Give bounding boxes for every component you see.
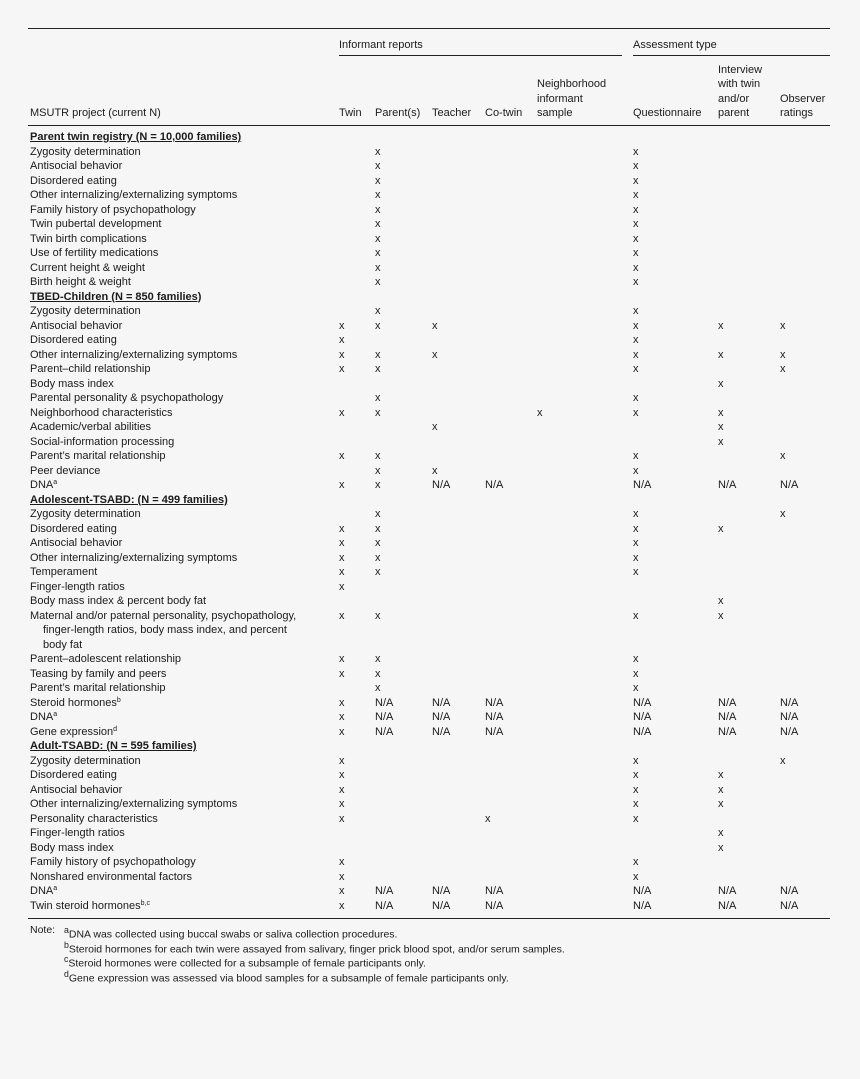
row-label-text: Zygosity determination: [30, 508, 141, 520]
section-heading: Parent twin registry (N = 10,000 families): [30, 131, 242, 143]
row-label: [30, 159, 122, 174]
cell-twin: x: [339, 812, 345, 825]
row-label-text: Parent–adolescent relationship: [30, 653, 182, 665]
cell-quest: x: [633, 769, 639, 781]
row-label: [30, 826, 125, 841]
row-label: [30, 507, 141, 522]
cell-observer: x: [780, 450, 786, 462]
footnote-marker: b: [116, 696, 121, 704]
cell-observer: x: [780, 348, 786, 361]
row-label: [30, 899, 150, 914]
cell-parent: x: [375, 261, 381, 274]
column-header-neigh: informant: [537, 92, 583, 105]
row-label: [30, 333, 117, 348]
column-header-quest: Questionnaire: [633, 107, 702, 119]
cell-cotwin: N/A: [485, 725, 504, 738]
row-label: [30, 812, 158, 827]
row-label-text: Parent’s marital relationship: [30, 450, 166, 462]
group-header-assessment: Assessment type: [633, 39, 717, 51]
footnote-marker: a: [53, 711, 58, 718]
row-label: [30, 565, 97, 580]
cell-parent: x: [375, 145, 381, 158]
row-label-text: Peer deviance: [30, 464, 101, 477]
footnote-marker: d: [113, 725, 118, 733]
row-label-text: Parent–child relationship: [30, 363, 151, 375]
row-label-continuation: finger-length ratios, body mass index, and percent: [43, 624, 287, 636]
group-header-informant: Informant reports: [339, 39, 423, 51]
cell-quest: x: [633, 682, 639, 694]
row-label: [30, 855, 196, 870]
cell-interview: x: [718, 798, 724, 810]
bottom-rule: [28, 918, 830, 919]
row-label-text: Antisocial behavior: [30, 160, 123, 172]
cell-twin: x: [339, 348, 345, 361]
cell-quest: x: [633, 566, 639, 578]
cell-quest: x: [633, 653, 639, 665]
row-label-text: Disordered eating: [30, 174, 117, 187]
cell-interview: N/A: [718, 899, 737, 912]
cell-cotwin: N/A: [485, 696, 504, 709]
footnote-marker: a: [64, 925, 69, 935]
cell-twin: x: [339, 754, 345, 767]
cell-twin: x: [339, 885, 345, 897]
cell-parent: N/A: [375, 725, 394, 738]
cell-observer: x: [780, 508, 786, 520]
row-label-text: DNA: [30, 479, 54, 491]
cell-teacher: N/A: [432, 711, 451, 723]
cell-interview: x: [718, 319, 724, 332]
row-label: [30, 768, 117, 783]
cell-parent: x: [375, 464, 381, 477]
cell-cotwin: N/A: [485, 899, 504, 912]
row-label-text: Other internalizing/externalizing symptoms: [30, 189, 238, 201]
cell-quest: x: [633, 856, 639, 868]
cell-parent: N/A: [375, 899, 394, 912]
row-label: [30, 710, 57, 725]
cell-quest: x: [633, 522, 639, 535]
row-label-text: Maternal and/or paternal personality, psychopathology,: [30, 609, 297, 622]
column-header-observer: Observer: [780, 92, 826, 105]
row-label-text: Current height & weight: [30, 261, 145, 274]
row-label-text: Disordered eating: [30, 334, 117, 346]
cell-quest: x: [633, 551, 639, 564]
cell-cotwin: N/A: [485, 885, 504, 897]
cell-interview: x: [718, 421, 724, 433]
row-label: [30, 797, 237, 812]
cell-interview: N/A: [718, 885, 737, 897]
row-label-text: Social-information processing: [30, 435, 175, 448]
row-label-text: Other internalizing/externalizing symptoms: [30, 551, 238, 564]
cell-interview: x: [718, 435, 724, 448]
row-label: [30, 754, 141, 769]
column-header-neigh: sample: [537, 107, 573, 119]
cell-interview: x: [718, 348, 724, 361]
cell-quest: x: [633, 754, 639, 767]
cell-twin: x: [339, 653, 345, 665]
cell-quest: x: [633, 319, 639, 332]
cell-twin: x: [339, 334, 345, 346]
cell-quest: x: [633, 247, 639, 259]
row-label: [30, 261, 145, 276]
cell-interview: x: [718, 827, 724, 839]
cell-observer: x: [780, 363, 786, 375]
column-header-neigh: Neighborhood: [537, 78, 607, 90]
cell-quest: x: [633, 798, 639, 810]
cell-quest: x: [633, 870, 639, 883]
cell-parent: x: [375, 348, 381, 361]
cell-observer: x: [780, 754, 786, 767]
footnote-marker: b,c: [140, 899, 151, 907]
cell-twin: x: [339, 537, 345, 549]
section-heading: Adolescent-TSABD: (N = 499 families): [30, 493, 228, 506]
row-label: [30, 594, 206, 609]
cell-parent: N/A: [375, 711, 394, 723]
cell-parent: x: [375, 566, 381, 578]
cell-observer: N/A: [780, 696, 799, 709]
cell-twin: x: [339, 783, 345, 796]
row-label: [30, 145, 141, 160]
row-label-text: Academic/verbal abilities: [30, 421, 152, 433]
cell-parent: x: [375, 319, 381, 332]
footnote-marker: c: [64, 954, 69, 965]
cell-parent: x: [375, 682, 381, 694]
row-label-text: Twin birth complications: [30, 232, 147, 245]
row-label-text: Gene expression: [30, 725, 114, 738]
row-label-text: Personality characteristics: [30, 812, 158, 825]
column-header-interview: Interview: [718, 63, 763, 76]
section-heading: Adult-TSABD: (N = 595 families): [30, 740, 197, 752]
cell-observer: N/A: [780, 725, 799, 738]
cell-teacher: N/A: [432, 725, 451, 738]
row-label: [30, 319, 122, 334]
cell-quest: x: [633, 537, 639, 549]
cell-interview: x: [718, 595, 724, 607]
cell-twin: x: [339, 711, 345, 723]
cell-twin: x: [339, 696, 345, 709]
cell-quest: x: [633, 160, 639, 172]
cell-cotwin: N/A: [485, 479, 504, 491]
row-label: [30, 348, 237, 363]
cell-twin: x: [339, 406, 345, 419]
cell-quest: x: [633, 392, 639, 404]
cell-twin: x: [339, 798, 345, 810]
row-label: [30, 362, 150, 377]
cell-interview: N/A: [718, 696, 737, 709]
row-label: [30, 188, 237, 203]
cell-quest: x: [633, 334, 639, 346]
cell-parent: x: [375, 305, 381, 317]
column-header-interview: parent: [718, 107, 750, 119]
row-label-text: Antisocial behavior: [30, 537, 123, 549]
row-label: [30, 725, 117, 740]
cell-interview: x: [718, 609, 724, 622]
row-label: [30, 217, 161, 232]
cell-parent: x: [375, 508, 381, 520]
row-label-text: Zygosity determination: [30, 754, 141, 767]
cell-parent: x: [375, 232, 381, 245]
cell-parent: x: [375, 450, 381, 462]
cell-quest: x: [633, 218, 639, 230]
cell-quest: N/A: [633, 696, 652, 709]
row-label-text: Family history of psychopathology: [30, 203, 196, 216]
cell-twin: x: [339, 899, 345, 912]
column-header-teacher: Teacher: [432, 107, 472, 119]
cell-quest: x: [633, 348, 639, 361]
footnote-marker: d: [64, 968, 69, 979]
cell-twin: x: [339, 566, 345, 578]
section-heading: TBED-Children (N = 850 families): [30, 290, 202, 303]
cell-parent: N/A: [375, 885, 394, 897]
cell-quest: x: [633, 406, 639, 419]
cell-parent: x: [375, 363, 381, 375]
cell-interview: N/A: [718, 479, 737, 491]
note-text: Steroid hormones for each twin were assayed from salivary, finger prick blood spot, and/or serum samples.: [68, 943, 565, 956]
row-label: [30, 464, 100, 479]
top-rule: [28, 28, 830, 29]
cell-quest: N/A: [633, 479, 652, 491]
cell-teacher: N/A: [432, 899, 451, 912]
cell-parent: x: [375, 406, 381, 419]
row-label: [30, 609, 296, 624]
row-label: [30, 652, 181, 667]
row-label-text: DNA: [30, 885, 54, 897]
cell-parent: x: [375, 609, 381, 622]
row-label-text: Disordered eating: [30, 769, 117, 781]
cell-observer: N/A: [780, 885, 799, 897]
row-label: [30, 449, 166, 464]
note-text: DNA was collected using buccal swabs or saliva collection procedures.: [68, 928, 398, 941]
cell-quest: x: [633, 812, 639, 825]
row-label-text: Parent’s marital relationship: [30, 682, 166, 694]
cell-observer: N/A: [780, 899, 799, 912]
note-item: [64, 967, 509, 986]
cell-quest: x: [633, 261, 639, 274]
cell-twin: x: [339, 667, 345, 680]
cell-observer: N/A: [780, 711, 799, 723]
row-label: [30, 420, 151, 435]
row-label: [30, 522, 117, 537]
row-label: [30, 391, 223, 406]
cell-parent: x: [375, 653, 381, 665]
cell-parent: N/A: [375, 696, 394, 709]
cell-quest: N/A: [633, 725, 652, 738]
cell-parent: x: [375, 551, 381, 564]
cell-teacher: N/A: [432, 479, 451, 491]
cell-twin: x: [339, 319, 345, 332]
row-label-text: Other internalizing/externalizing symptoms: [30, 798, 238, 810]
cell-cotwin: N/A: [485, 711, 504, 723]
cell-quest: N/A: [633, 711, 652, 723]
cell-parent: x: [375, 479, 381, 491]
row-label-text: Birth height & weight: [30, 276, 131, 288]
cell-parent: x: [375, 276, 381, 288]
cell-quest: N/A: [633, 885, 652, 897]
cell-parent: x: [375, 522, 381, 535]
cell-quest: x: [633, 305, 639, 317]
row-label-text: Body mass index & percent body fat: [30, 595, 207, 607]
project-column-header: MSUTR project (current N): [30, 107, 161, 119]
row-label: [30, 246, 158, 261]
cell-teacher: N/A: [432, 696, 451, 709]
row-label: [30, 783, 122, 798]
cell-parent: x: [375, 392, 381, 404]
column-header-parent: Parent(s): [375, 107, 421, 119]
cell-quest: x: [633, 464, 639, 477]
cell-twin: x: [339, 479, 345, 491]
row-label-text: Zygosity determination: [30, 145, 141, 158]
cell-interview: N/A: [718, 725, 737, 738]
footnote-marker: b: [64, 939, 69, 950]
cell-quest: x: [633, 508, 639, 520]
cell-observer: N/A: [780, 479, 799, 491]
footnote-marker: a: [53, 479, 58, 486]
row-label: [30, 377, 114, 392]
cell-twin: x: [339, 363, 345, 375]
cell-interview: x: [718, 769, 724, 781]
row-label: [30, 681, 166, 696]
row-label: [30, 406, 172, 421]
cell-quest: x: [633, 189, 639, 201]
cell-interview: x: [718, 522, 724, 535]
cell-teacher: x: [432, 348, 438, 361]
row-label: [30, 203, 196, 218]
row-label: [30, 551, 237, 566]
row-label-text: Steroid hormones: [30, 696, 117, 709]
cell-twin: x: [339, 609, 345, 622]
cell-quest: x: [633, 174, 639, 187]
cell-parent: x: [375, 203, 381, 216]
cell-quest: x: [633, 203, 639, 216]
cell-interview: x: [718, 783, 724, 796]
cell-parent: x: [375, 667, 381, 680]
row-label-text: Antisocial behavior: [30, 783, 123, 796]
cell-twin: x: [339, 450, 345, 462]
row-label-text: Twin steroid hormones: [30, 899, 141, 912]
cell-interview: N/A: [718, 711, 737, 723]
row-label-text: Neighborhood characteristics: [30, 406, 173, 419]
header-rule: [28, 125, 830, 126]
cell-observer: x: [780, 319, 786, 332]
cell-cotwin: x: [485, 812, 491, 825]
row-label-text: Twin pubertal development: [30, 218, 162, 230]
cell-twin: x: [339, 551, 345, 564]
row-label: [30, 870, 192, 885]
informant-group-rule: [339, 55, 622, 56]
footnote-marker: a: [53, 885, 58, 892]
row-label: [30, 884, 57, 899]
row-label-continuation: body fat: [43, 638, 83, 651]
cell-twin: x: [339, 522, 345, 535]
note-prefix: Note:: [30, 924, 56, 936]
row-label-text: Temperament: [30, 566, 98, 578]
row-label-text: Disordered eating: [30, 522, 117, 535]
cell-quest: x: [633, 609, 639, 622]
row-label-text: DNA: [30, 711, 54, 723]
cell-twin: x: [339, 580, 345, 593]
row-label: [30, 696, 121, 711]
cell-twin: x: [339, 856, 345, 868]
column-header-cotwin: Co-twin: [485, 107, 523, 119]
column-header-interview: with twin: [718, 78, 761, 90]
cell-quest: x: [633, 145, 639, 158]
assessment-group-rule: [633, 55, 830, 56]
cell-quest: x: [633, 450, 639, 462]
cell-twin: x: [339, 870, 345, 883]
cell-parent: x: [375, 189, 381, 201]
row-label: [30, 841, 114, 856]
cell-quest: x: [633, 667, 639, 680]
row-label-text: Nonshared environmental factors: [30, 870, 193, 883]
row-label: [30, 435, 174, 450]
cell-quest: N/A: [633, 899, 652, 912]
row-label-text: Finger-length ratios: [30, 827, 125, 839]
column-header-twin: Twin: [339, 107, 362, 119]
cell-twin: x: [339, 725, 345, 738]
note-text: Steroid hormones were collected for a subsample of female participants only.: [68, 957, 426, 970]
row-label-text: Body mass index: [30, 377, 114, 390]
row-label: [30, 580, 125, 595]
row-label: [30, 174, 117, 189]
cell-quest: x: [633, 363, 639, 375]
row-label-text: Family history of psychopathology: [30, 856, 196, 868]
cell-parent: x: [375, 174, 381, 187]
cell-teacher: x: [432, 319, 438, 332]
column-header-interview: and/or: [718, 92, 750, 105]
cell-quest: x: [633, 783, 639, 796]
row-label-text: Parental personality & psychopathology: [30, 392, 224, 404]
cell-parent: x: [375, 537, 381, 549]
row-label-text: Zygosity determination: [30, 305, 141, 317]
row-label-text: Finger-length ratios: [30, 580, 125, 593]
cell-teacher: x: [432, 421, 438, 433]
cell-twin: x: [339, 769, 345, 781]
row-label-text: Use of fertility medications: [30, 247, 159, 259]
column-header-observer: ratings: [780, 107, 814, 119]
cell-quest: x: [633, 232, 639, 245]
cell-neigh: x: [537, 406, 543, 419]
cell-teacher: x: [432, 464, 438, 477]
cell-parent: x: [375, 160, 381, 172]
cell-interview: x: [718, 841, 724, 854]
cell-parent: x: [375, 247, 381, 259]
row-label: [30, 304, 141, 319]
cell-quest: x: [633, 276, 639, 288]
cell-interview: x: [718, 377, 724, 390]
row-label-text: Other internalizing/externalizing symptoms: [30, 348, 238, 361]
row-label-text: Body mass index: [30, 841, 114, 854]
row-label-text: Teasing by family and peers: [30, 667, 167, 680]
row-label: [30, 478, 57, 493]
row-label: [30, 232, 147, 247]
cell-parent: x: [375, 218, 381, 230]
row-label: [30, 536, 122, 551]
row-label: [30, 275, 131, 290]
row-label: [30, 667, 166, 682]
cell-teacher: N/A: [432, 885, 451, 897]
cell-interview: x: [718, 406, 724, 419]
row-label-text: Antisocial behavior: [30, 319, 123, 332]
note-text: Gene expression was assessed via blood samples for a subsample of female participants only.: [68, 972, 509, 985]
